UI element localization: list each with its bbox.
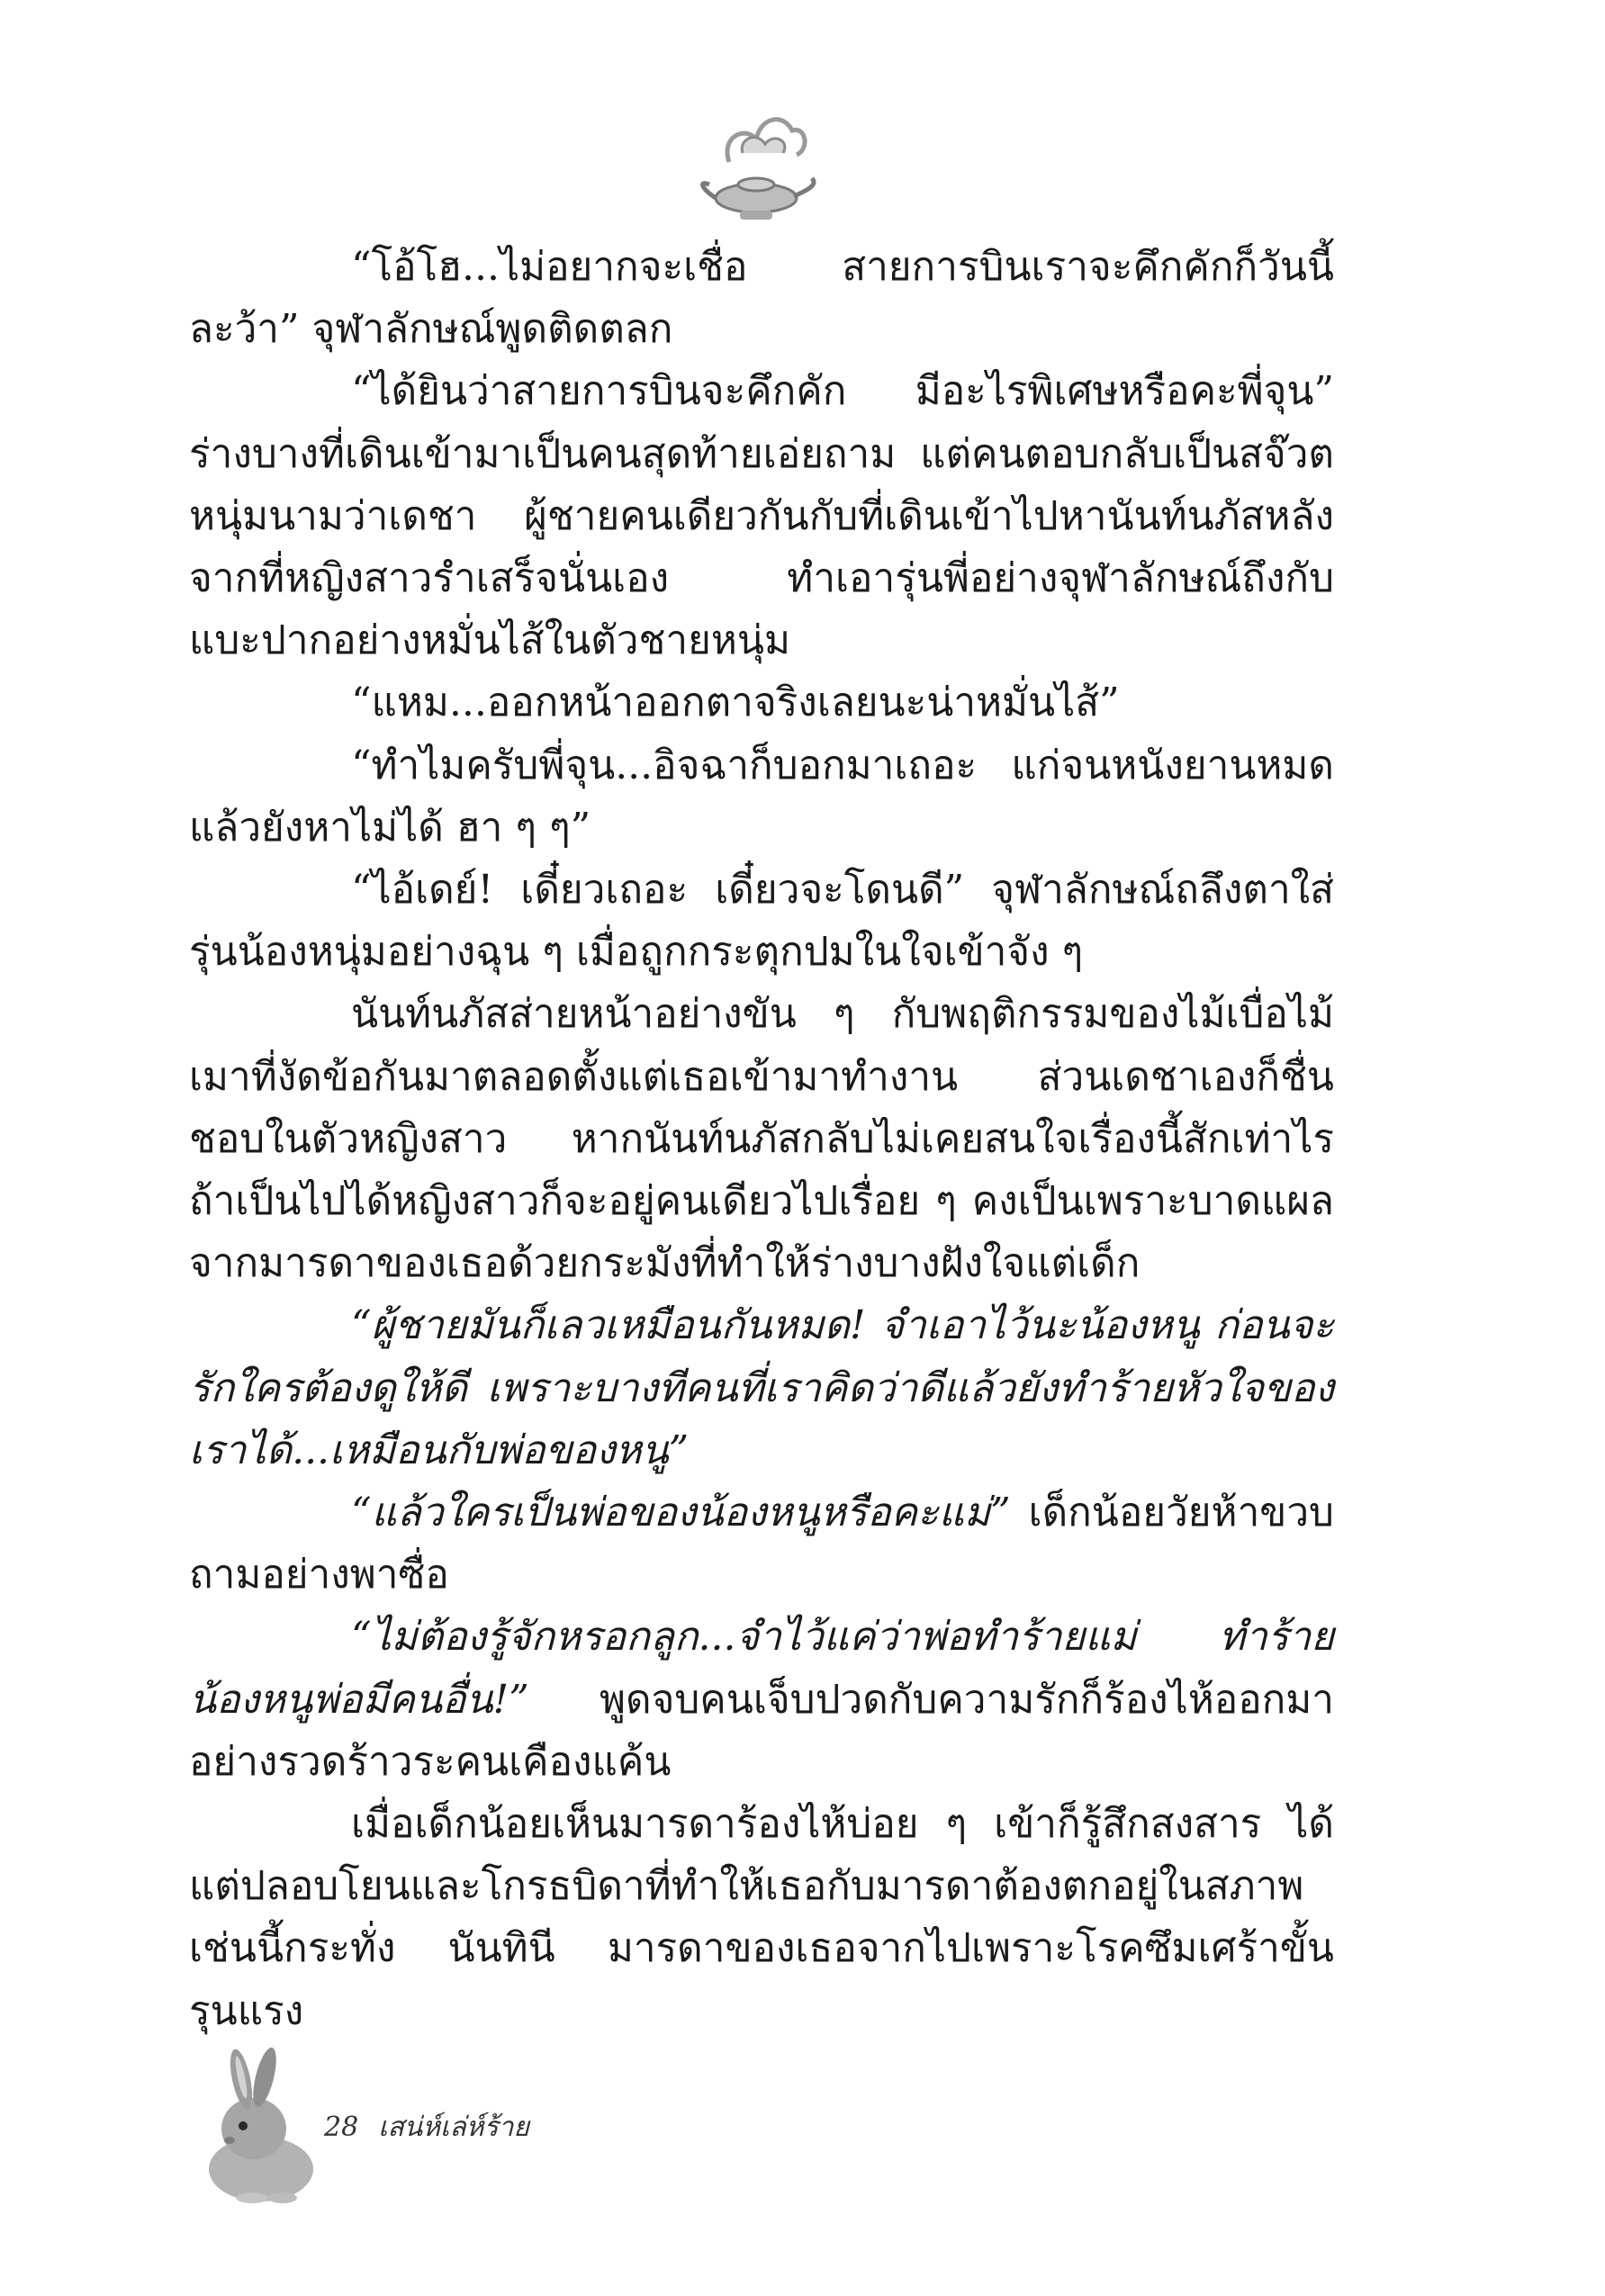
footer-label bbox=[324, 2106, 529, 2148]
narration: เด็กน้อยวัยห้าขวบถามอย่างพาซื่อ bbox=[189, 1490, 1334, 1598]
page-number: 28 bbox=[324, 2111, 359, 2143]
paragraph: “ทำไมครับพี่จุน...อิจฉาก็บอกมาเถอะ แก่จนหนังยานหมดแล้วยังหาไม่ได้ ฮา ๆ ๆ” bbox=[189, 742, 1334, 851]
paragraph: เมื่อเด็กน้อยเห็นมารดาร้องไห้บ่อย ๆ เข้าก็รู้สึกสงสาร ได้แต่ปลอบโยนและโกรธบิดาที่ทำให้เธอกับมารดาต้องตกอยู่ในสภาพเช่นนี้กระทั่ง นันทินี มารดาของเธอจากไปเพราะโรคซึมเศร้าขั้นรุนแรง bbox=[189, 1801, 1334, 2034]
paragraph: “แหม...ออกหน้าออกตาจริงเลยนะน่าหมั่นไส้” bbox=[351, 680, 1120, 726]
paragraph: “ได้ยินว่าสายการบินจะคึกคัก มีอะไรพิเศษหรือคะพี่จุน” ร่างบางที่เดินเข้ามาเป็นคนสุดท้ายเอ่ยถาม แต่คนตอบกลับเป็นสจ๊วตหนุ่มนามว่าเดชา ผู้ชายคนเดียวกันกับที่เดินเข้าไปหานันท์นภัสหลังจากที่หญิงสาวรำเสร็จนั่นเอง ทำเอารุ่นพี่อย่างจุฬาลักษณ์ถึงกับแบะปากอย่างหมั่นไส้ในตัวชายหนุ่ม bbox=[189, 368, 1334, 664]
paragraph-mixed bbox=[189, 1481, 1334, 1606]
dialogue-italic: “แล้วใครเป็นพ่อของน้องหนูหรือคะแม่” bbox=[351, 1490, 1011, 1536]
genie-lamp-icon bbox=[693, 99, 819, 234]
rabbit-icon bbox=[189, 2043, 333, 2205]
page-footer bbox=[189, 2043, 729, 2205]
paragraph: นันท์นภัสส่ายหน้าอย่างขัน ๆ กับพฤติกรรมของไม้เบื่อไม้เมาที่งัดข้อกันมาตลอดตั้งแต่เธอเข้ามาทำงาน ส่วนเดชาเองก็ชื่นชอบในตัวหญิงสาว หากนันท์นภัสกลับไม่เคยสนใจเรื่องนี้สักเท่าไร ถ้าเป็นไปได้หญิงสาวก็จะอยู่คนเดียวไปเรื่อย ๆ คงเป็นเพราะบาดแผลจากมารดาของเธอด้วยกระมังที่ทำให้ร่างบางฝังใจแต่เด็ก bbox=[189, 991, 1334, 1287]
paragraph: “ไอ้เดย์! เดี๋ยวเถอะ เดี๋ยวจะโดนดี” จุฬาลักษณ์ถลึงตาใส่รุ่นน้องหนุ่มอย่างฉุน ๆ เมื่อถูกกระตุกปมในใจเข้าจัง ๆ bbox=[189, 867, 1334, 976]
paragraph: “โอ้โฮ...ไม่อยากจะเชื่อ สายการบินเราจะคึกคักก็วันนี้ละว้า” จุฬาลักษณ์พูดติดตลก bbox=[189, 244, 1334, 353]
body-text bbox=[189, 236, 1334, 2042]
dialogue-italic: “ไม่ต้องรู้จักหรอกลูก...จำไว้แค่ว่าพ่อทำร้ายแม่ ทำร้ายน้องหนูพ่อมีคนอื่น!” bbox=[189, 1614, 1334, 1723]
paragraph-mixed bbox=[189, 1606, 1334, 1793]
paragraph-italic: “ผู้ชายมันก็เลวเหมือนกันหมด! จำเอาไว้นะน้องหนู ก่อนจะรักใครต้องดูให้ดี เพราะบางทีคนที่เราคิดว่าดีแล้วยังทำร้ายหัวใจของเราได้...เหมือนกับพ่อของหนู” bbox=[189, 1302, 1334, 1473]
narration: พูดจบคนเจ็บปวดกับความรักก็ร้องไห้ออกมาอย่างรวดร้าวระคนเคืองแค้น bbox=[189, 1676, 1334, 1785]
book-title: เสน่ห์เล่ห์ร้าย bbox=[378, 2111, 529, 2143]
